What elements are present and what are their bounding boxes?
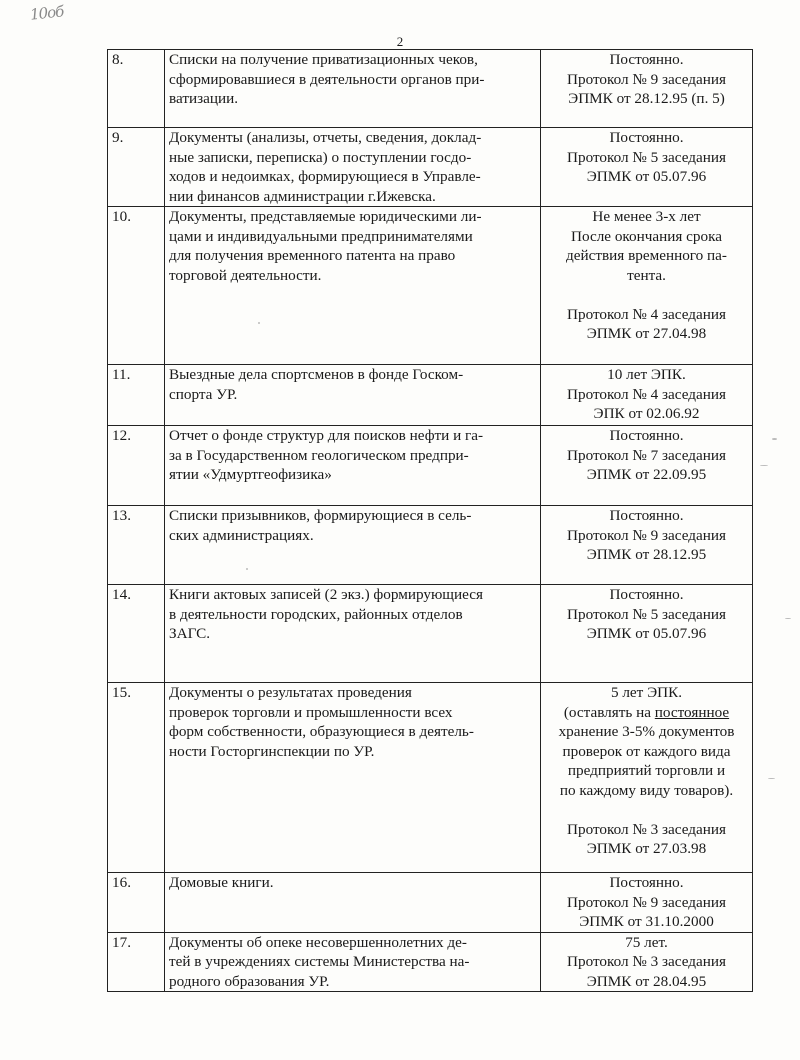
scan-speck xyxy=(246,568,248,570)
term-line: Постоянно. xyxy=(609,586,684,603)
term-line: 10 лет ЭПК. xyxy=(607,366,686,383)
document-description xyxy=(165,873,541,933)
document-description xyxy=(165,585,541,683)
scan-speck xyxy=(785,618,791,619)
table-row xyxy=(108,506,753,585)
spacer xyxy=(545,285,748,305)
term-line: Протокол № 7 заседания xyxy=(567,446,726,464)
description-line: Списки на получение приватизационных чеков, xyxy=(169,51,478,68)
document-description xyxy=(165,365,541,426)
term-line: Протокол № 9 заседания xyxy=(567,893,726,911)
term-line: 75 лет. xyxy=(625,933,668,951)
term-line: Постоянно. xyxy=(609,507,684,524)
description-line: Документы об опеке несовершеннолетних де- xyxy=(169,933,467,951)
term-line: Протокол № 3 заседания xyxy=(567,820,726,838)
description-line: нии финансов администрации г.Ижевска. xyxy=(169,187,436,205)
term-line: Постоянно. xyxy=(609,427,684,444)
term-line: действия временного па- xyxy=(566,247,727,264)
term-line: проверок от каждого вида xyxy=(562,742,731,760)
term-line: предприятий торговли и xyxy=(567,762,726,779)
description-line: ятии «Удмуртгеофизика» xyxy=(169,466,332,483)
row-number: 10. xyxy=(108,207,165,365)
document-description xyxy=(165,506,541,585)
row-number: 15. xyxy=(108,683,165,873)
description-line: торговой деятельности. xyxy=(169,266,322,284)
term-line: ЭПМК от 28.12.95 (п. 5) xyxy=(568,90,725,107)
document-description xyxy=(165,50,541,128)
description-line: ЗАГС. xyxy=(169,625,211,642)
scan-speck xyxy=(772,438,777,440)
row-number: 17. xyxy=(108,932,165,992)
description-line: цами и индивидуальными предпринимателями xyxy=(169,227,473,245)
document-description xyxy=(165,932,541,992)
term-line: ЭПМК от 05.07.96 xyxy=(586,625,707,642)
description-line: для получения временного патента на право xyxy=(169,247,456,264)
term-line: ЭПМК от 28.04.95 xyxy=(586,972,707,990)
table-row xyxy=(108,932,753,992)
retention-term xyxy=(541,426,753,506)
term-line xyxy=(545,703,748,723)
term-line: Протокол № 4 заседания xyxy=(567,385,726,403)
term-line: Постоянно. xyxy=(609,129,684,146)
term-line: ЭПМК от 05.07.96 xyxy=(586,168,707,185)
term-line: Протокол № 5 заседания xyxy=(567,605,726,623)
description-line: Выездные дела спортсменов в фонде Госком- xyxy=(169,366,464,383)
spacer xyxy=(545,800,748,820)
term-line: ЭПК от 02.06.92 xyxy=(593,405,700,422)
description-line: за в Государственном геологическом предпри- xyxy=(169,446,469,464)
row-number: 12. xyxy=(108,426,165,506)
document-description xyxy=(165,207,541,365)
description-line: ности Госторгинспекции по УР. xyxy=(169,742,375,760)
term-line: ЭПМК от 27.04.98 xyxy=(586,325,707,342)
term-line: хранение 3-5% документов xyxy=(558,723,735,740)
handwritten-folio-note: 10об xyxy=(29,2,65,24)
row-number: 14. xyxy=(108,585,165,683)
term-line: ЭПМК от 28.12.95 xyxy=(586,546,707,563)
scan-speck xyxy=(760,465,768,466)
retention-term xyxy=(541,873,753,933)
retention-term xyxy=(541,683,753,873)
term-line: Постоянно. xyxy=(609,51,684,68)
term-line-text: (оставлять на xyxy=(563,703,655,721)
term-line: После окончания срока xyxy=(571,227,722,245)
description-line: Списки призывников, формирующиеся в сель- xyxy=(169,507,472,524)
retention-table xyxy=(107,49,753,992)
row-number: 16. xyxy=(108,873,165,933)
description-line: Отчет о фонде структур для поисков нефти и га- xyxy=(169,427,484,444)
term-line: Протокол № 5 заседания xyxy=(567,148,726,166)
term-line: по каждому виду товаров). xyxy=(559,781,734,799)
description-line: тей в учреждениях системы Министерства на- xyxy=(169,953,470,970)
description-line: проверок торговли и промышленности всех xyxy=(169,703,453,721)
document-description xyxy=(165,683,541,873)
scan-speck xyxy=(768,778,775,779)
retention-term xyxy=(541,365,753,426)
term-line: Протокол № 4 заседания xyxy=(567,305,726,323)
row-number: 13. xyxy=(108,506,165,585)
description-line: спорта УР. xyxy=(169,385,238,403)
retention-term xyxy=(541,585,753,683)
term-line: тента. xyxy=(627,266,666,284)
description-line: Документы о результатах проведения xyxy=(169,684,412,701)
retention-term xyxy=(541,128,753,207)
document-description xyxy=(165,128,541,207)
retention-term xyxy=(541,50,753,128)
term-line: ЭПМК от 31.10.2000 xyxy=(579,913,714,930)
table-row xyxy=(108,128,753,207)
row-number: 9. xyxy=(108,128,165,207)
document-description xyxy=(165,426,541,506)
description-line: Документы (анализы, отчеты, сведения, доклад- xyxy=(169,129,482,146)
description-line: ских администрациях. xyxy=(169,526,314,544)
description-line: ходов и недоимках, формирующиеся в Управле- xyxy=(169,168,481,185)
page-number: 2 xyxy=(396,34,404,49)
table-row xyxy=(108,873,753,933)
row-number: 11. xyxy=(108,365,165,426)
term-line: Не менее 3-х лет xyxy=(592,208,701,225)
table-row xyxy=(108,426,753,506)
description-line: ватизации. xyxy=(169,90,239,107)
table-row xyxy=(108,585,753,683)
description-line: Книги актовых записей (2 экз.) формирующиеся xyxy=(169,586,483,603)
description-line: ные записки, переписка) о поступлении госдо- xyxy=(169,148,472,166)
term-line: 5 лет ЭПК. xyxy=(610,684,683,701)
description-line: родного образования УР. xyxy=(169,972,330,990)
table-row xyxy=(108,683,753,873)
term-line: ЭПМК от 27.03.98 xyxy=(586,840,707,857)
retention-term xyxy=(541,506,753,585)
term-line: Протокол № 9 заседания xyxy=(567,70,726,88)
term-line: ЭПМК от 22.09.95 xyxy=(586,466,707,483)
term-line: Протокол № 3 заседания xyxy=(567,953,726,970)
retention-term xyxy=(541,207,753,365)
table-row xyxy=(108,365,753,426)
retention-term xyxy=(541,932,753,992)
term-line: Постоянно. xyxy=(609,874,684,891)
table-row xyxy=(108,207,753,365)
table-row xyxy=(108,50,753,128)
description-line: сформировавшиеся в деятельности органов при- xyxy=(169,70,485,88)
term-line: Протокол № 9 заседания xyxy=(567,526,726,544)
description-line: Документы, представляемые юридическими ли- xyxy=(169,208,482,225)
description-line: форм собственности, образующиеся в деятель- xyxy=(169,723,474,740)
scan-speck xyxy=(258,322,260,324)
description-line: в деятельности городских, районных отделов xyxy=(169,605,463,623)
description-line: Домовые книги. xyxy=(169,874,274,891)
underlined-word: постоянное xyxy=(654,703,730,721)
row-number: 8. xyxy=(108,50,165,128)
